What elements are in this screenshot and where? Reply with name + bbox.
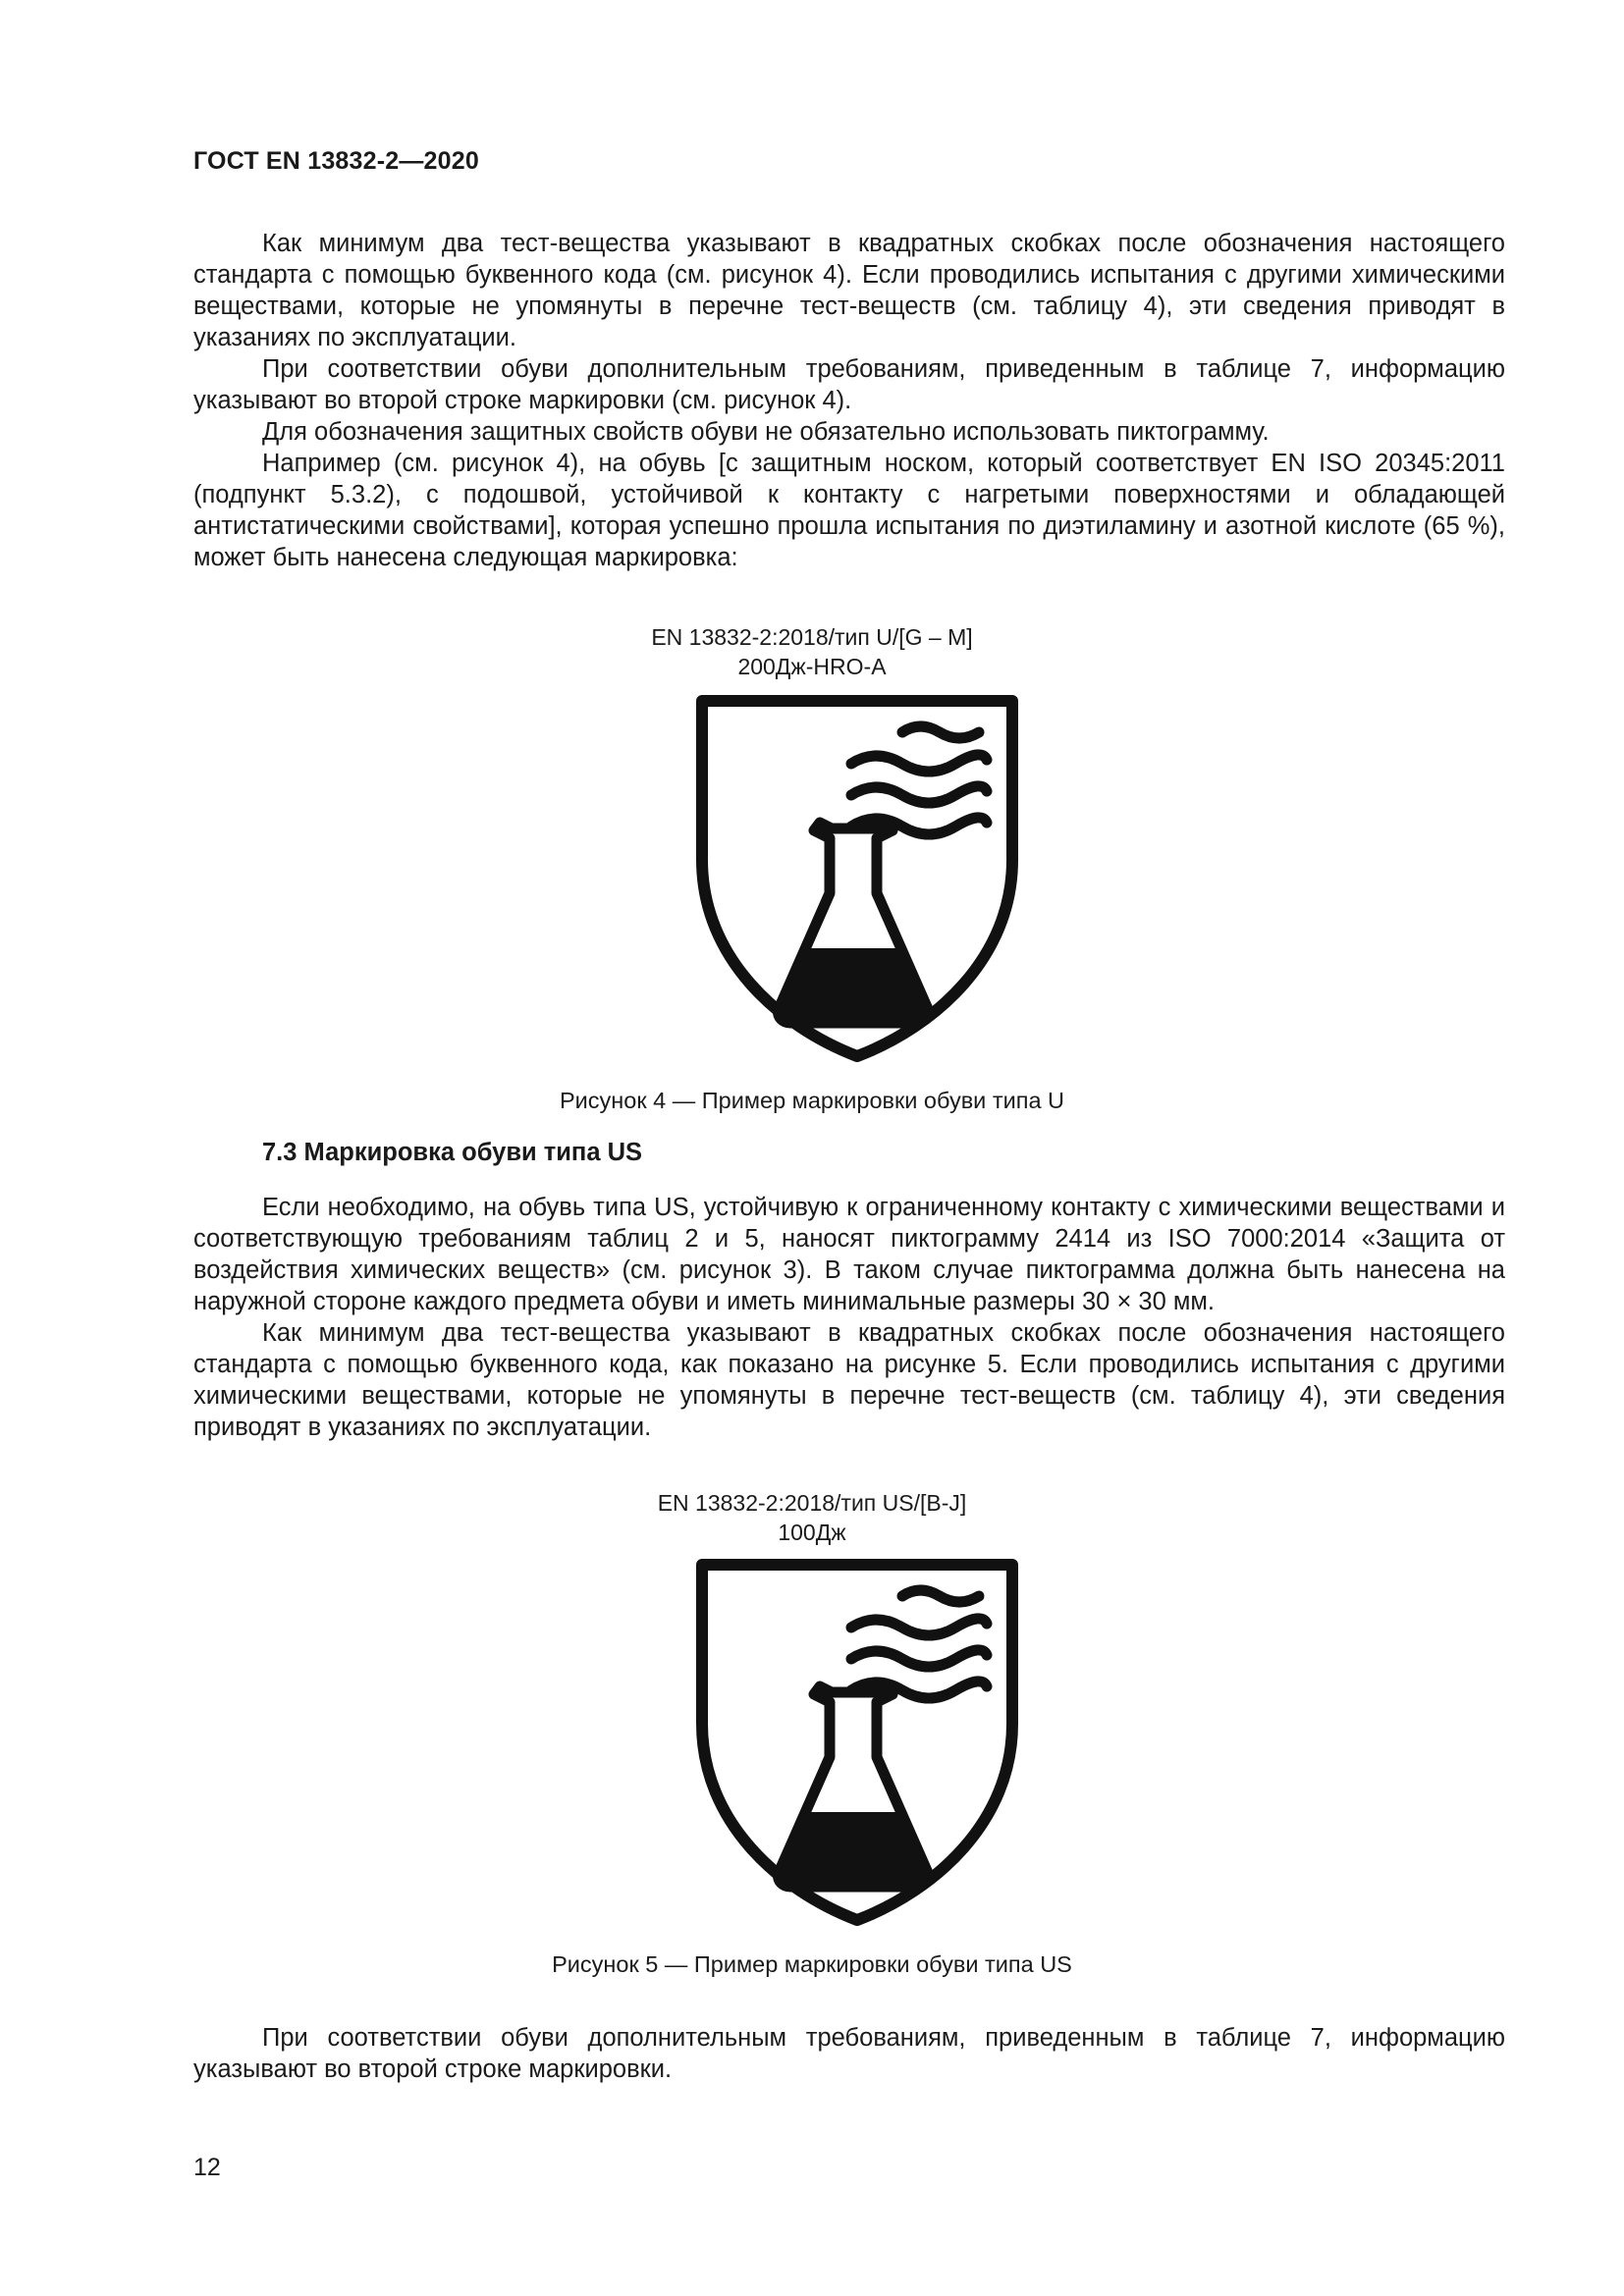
marking-line-2: 200Дж-HRO-A <box>737 654 887 679</box>
marking-line-1: EN 13832-2:2018/тип U/[G – M] <box>651 624 973 650</box>
chemical-protection-shield-icon <box>694 1557 1020 1926</box>
chemical-protection-shield-icon <box>694 693 1020 1062</box>
figure4-marking <box>0 622 1624 681</box>
figure4-caption: Рисунок 4 — Пример маркировки обуви типа U <box>559 1088 1065 1113</box>
paragraph: Как минимум два тест-вещества указывают в квадратных скобках после обозначения настоящего стандарта с помощью буквенного кода (см. рисунок 4). Если проводились испытания с другими химическими веществами, которые не упомянуты в перечне тест-веществ (см. таблицу 4), эти сведения приводят в указаниях по эксплуатации. <box>193 230 1505 351</box>
section-heading: 7.3 Маркировка обуви типа US <box>262 1139 643 1166</box>
page-number: 12 <box>193 2154 221 2181</box>
paragraph: Как минимум два тест-вещества указывают в квадратных скобках после обозначения настоящего стандарта с помощью буквенного кода, как показано на рисунке 5. Если проводились испытания с другими химическими веществами, которые не упомянуты в перечне тест-веществ (см. таблицу 4), эти сведения приводят в указаниях по эксплуатации. <box>193 1319 1505 1441</box>
marking-line-2: 100Дж <box>778 1520 846 1545</box>
page-header: ГОСТ EN 13832-2—2020 <box>193 147 479 175</box>
paragraph: Для обозначения защитных свойств обуви не обязательно использовать пиктограмму. <box>262 418 1270 446</box>
text-block-2 <box>193 1192 1505 1443</box>
paragraph: При соответствии обуви дополнительным требованиям, приведенным в таблице 7, информацию указывают во второй строке маркировки. <box>193 2024 1505 2083</box>
figure5-marking <box>0 1488 1624 1547</box>
paragraph: Если необходимо, на обувь типа US, устойчивую к ограниченному контакту с химическими веществами и соответствующую требованиям таблиц 2 и 5, наносят пиктограмму 2414 из ISO 7000:2014 «Защита от воздействия химических веществ» (см. рисунок 3). В таком случае пиктограмма должна быть нанесена на наружной стороне каждого предмета обуви и иметь минимальные размеры 30 × 30 мм. <box>193 1194 1505 1315</box>
text-block-3 <box>193 2022 1505 2085</box>
figure5-caption: Рисунок 5 — Пример маркировки обуви типа US <box>552 1951 1072 1977</box>
paragraph: При соответствии обуви дополнительным требованиям, приведенным в таблице 7, информацию указывают во второй строке маркировки (см. рисунок 4). <box>193 355 1505 414</box>
marking-line-1: EN 13832-2:2018/тип US/[B-J] <box>657 1490 967 1516</box>
text-block-1 <box>193 228 1505 573</box>
paragraph: Например (см. рисунок 4), на обувь [с защитным носком, который соответствует EN ISO 20345:2011 (подпункт 5.3.2), с подошвой, устойчивой к контакту с нагретыми поверхностями и обладающей антистатическими свойствами], которая успешно прошла испытания по диэтиламину и азотной кислоте (65 %), может быть нанесена следующая маркировка: <box>193 450 1505 571</box>
